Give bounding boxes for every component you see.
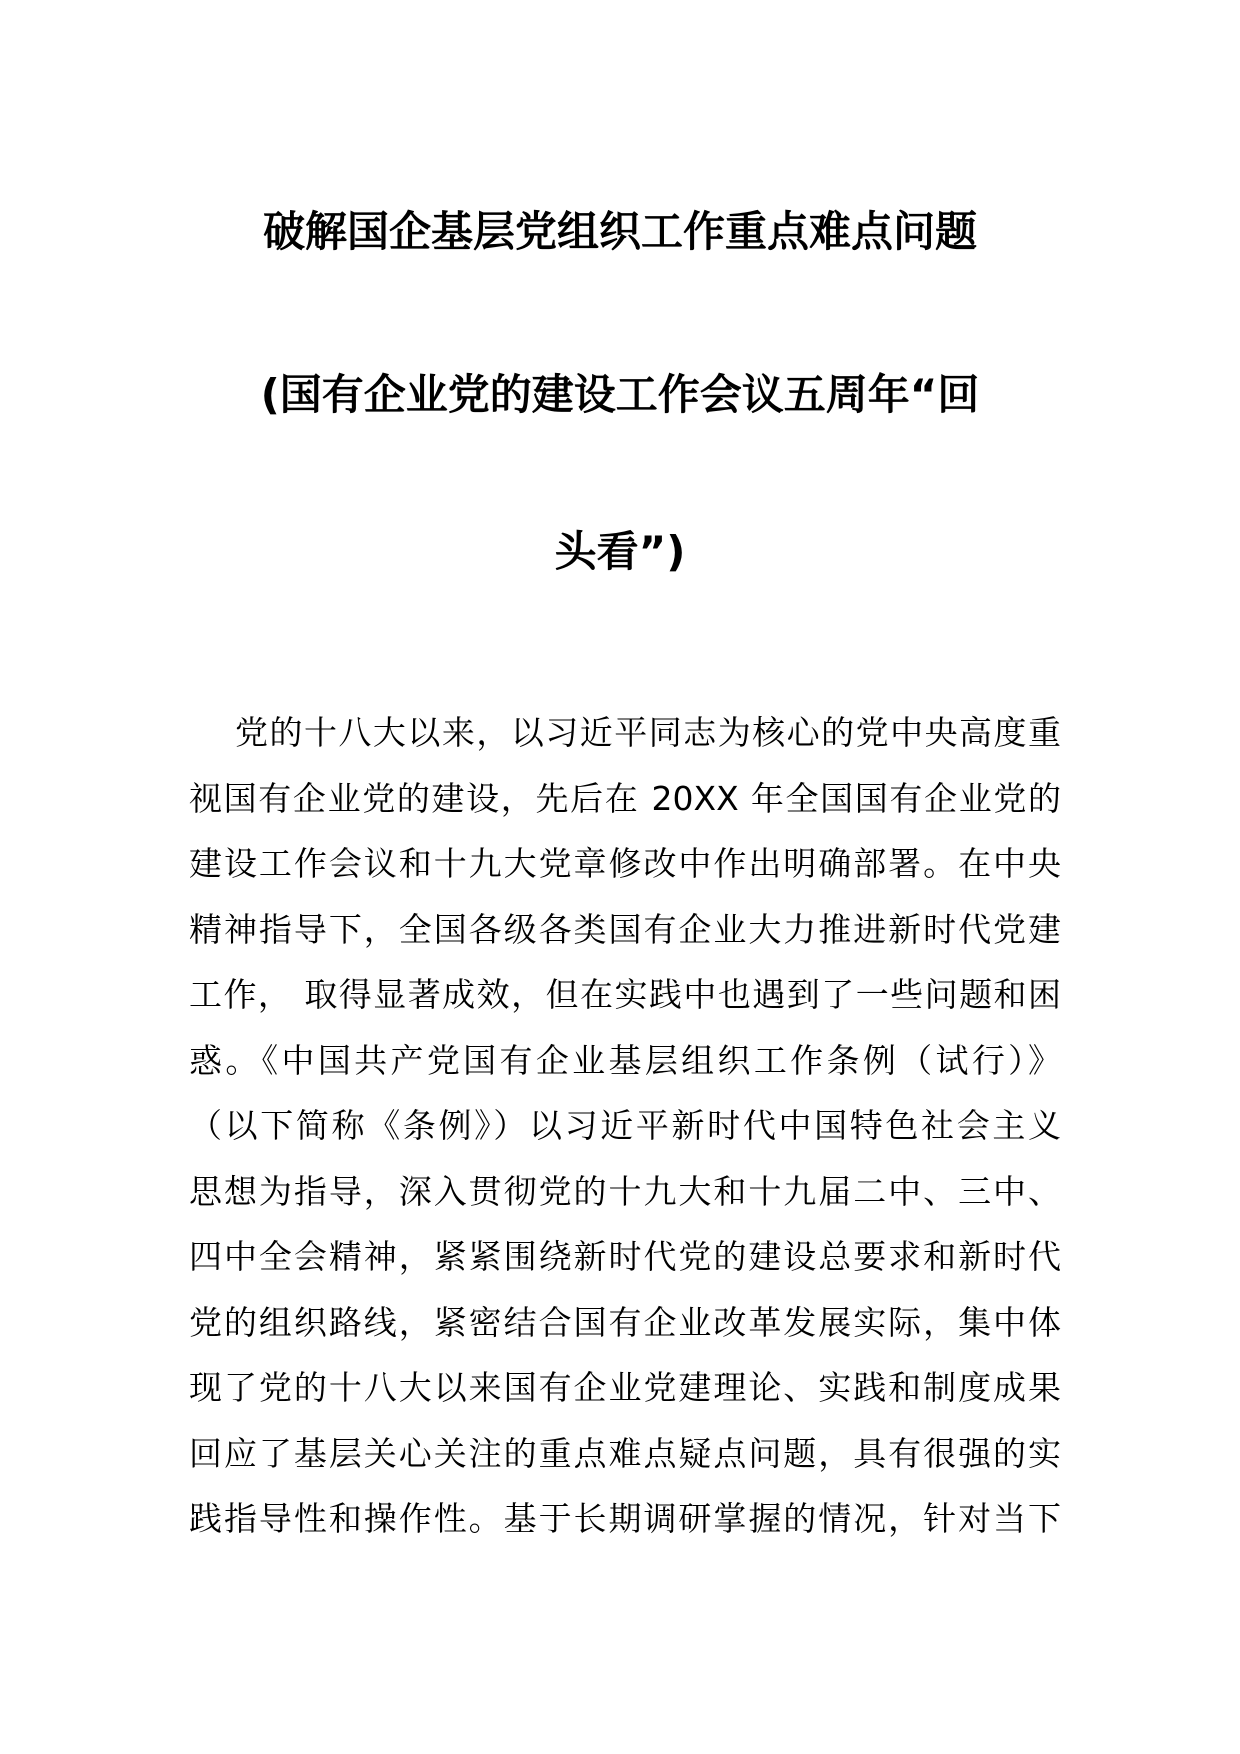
body-line: 视国有企业党的建设，先后在 20XX 年全国国有企业党的 (189, 778, 1061, 818)
body-line: 思想为指导，深入贯彻党的十九大和十九届二中、三中、 (189, 1171, 1061, 1211)
body-line: 回应了基层关心关注的重点难点疑点问题，具有很强的实 (189, 1433, 1061, 1473)
body-line: 四中全会精神，紧紧围绕新时代党的建设总要求和新时代 (189, 1237, 1061, 1276)
body-line: 建设工作会议和十九大党章修改中作出明确部署。在中央 (189, 844, 1061, 883)
document-title-line-2: (国有企业党的建设工作会议五周年“回 (260, 370, 980, 419)
body-line: （以下简称《条例》）以习近平新时代中国特色社会主义 (189, 1106, 1061, 1145)
body-line: 践指导性和操作性。基于长期调研掌握的情况，针对当下 (189, 1499, 1061, 1538)
document-title-line-3: 头看”) (554, 527, 686, 576)
body-line: 精神指导下，全国各级各类国有企业大力推进新时代党建 (189, 909, 1061, 949)
body-line: 工作， 取得显著成效，但在实践中也遇到了一些问题和困 (189, 975, 1061, 1014)
document-body-paragraph (189, 700, 1061, 1552)
body-line: 党的十八大以来，以习近平同志为核心的党中央高度重 (235, 713, 1061, 752)
body-line: 党的组织路线，紧密结合国有企业改革发展实际，集中体 (189, 1302, 1061, 1342)
body-line: 现了党的十八大以来国有企业党建理论、实践和制度成果 (189, 1368, 1061, 1407)
body-line: 惑。《中国共产党国有企业基层组织工作条例（试行）》 (189, 1040, 1061, 1080)
document-title-line-1: 破解国企基层党组织工作重点难点问题 (262, 207, 977, 256)
